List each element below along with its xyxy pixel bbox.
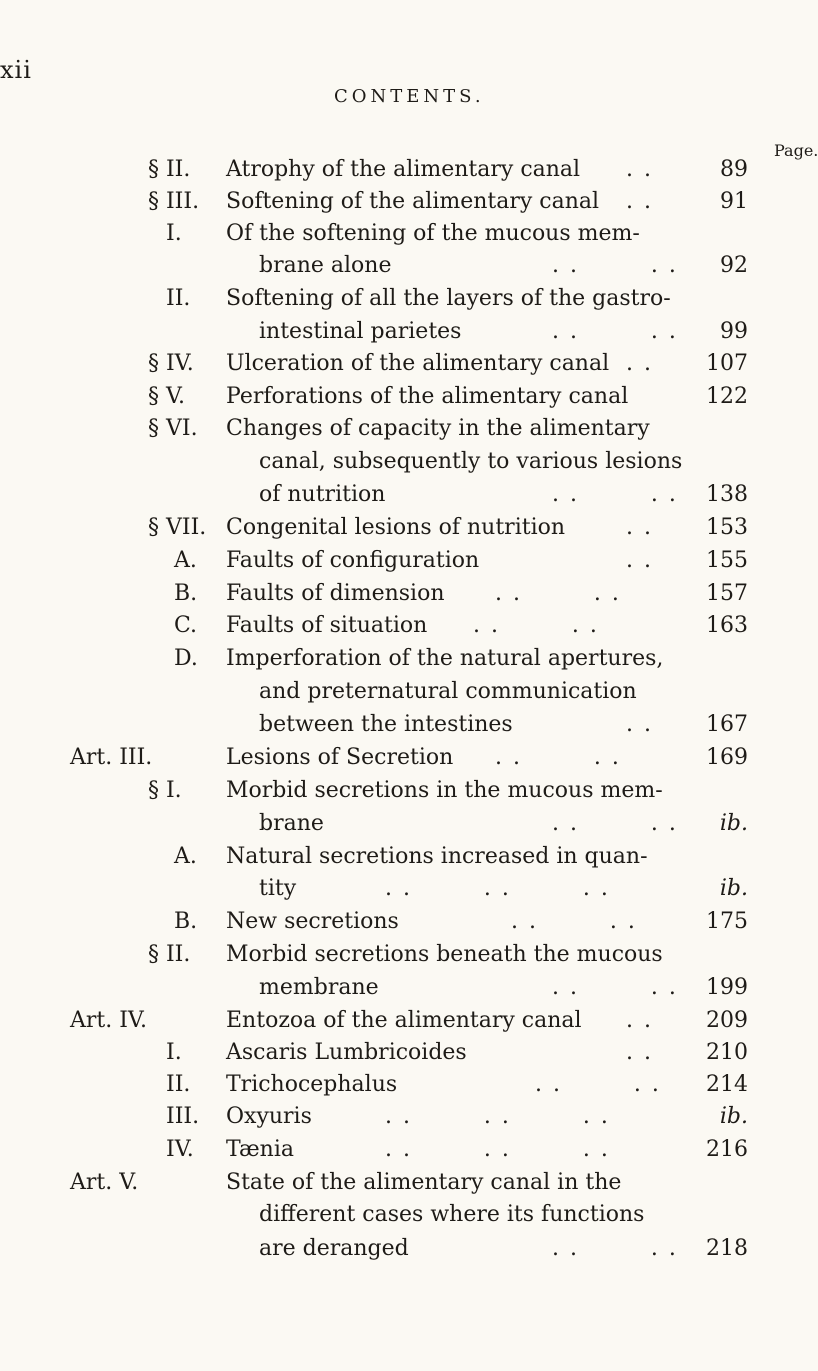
- toc-entry: [0, 249, 800, 283]
- toc-entry-number: III.: [166, 1104, 200, 1129]
- toc-entry-title: Entozoa of the alimentary canal: [226, 1008, 582, 1033]
- toc-entry-page-number: ib.: [719, 1104, 748, 1129]
- toc-entry-page-number: 209: [706, 1008, 748, 1033]
- toc-entry-title: between the intestines: [259, 712, 513, 737]
- toc-entry: [0, 807, 800, 841]
- toc-entry: [0, 1166, 800, 1200]
- toc-entry-number: II.: [166, 1072, 191, 1097]
- toc-entry-page-number: 199: [706, 975, 748, 1000]
- running-title: CONTENTS.: [334, 86, 485, 107]
- toc-entry-leader-dots: . . . .: [552, 811, 678, 836]
- toc-entry-title: Trichocephalus: [226, 1072, 398, 1097]
- toc-entry-title: different cases where its functions: [259, 1202, 645, 1227]
- toc-entry: [0, 938, 800, 972]
- toc-entry-number: Art. III.: [70, 745, 153, 770]
- toc-entry: [0, 445, 800, 479]
- toc-entry: [0, 1004, 800, 1038]
- toc-entry: [0, 872, 800, 906]
- toc-entry-title: Atrophy of the alimentary canal: [226, 157, 581, 182]
- toc-entry: [0, 153, 800, 187]
- toc-entry-title: of nutrition: [259, 482, 386, 507]
- toc-entry: [0, 577, 800, 611]
- toc-entry-page-number: 155: [706, 548, 748, 573]
- toc-entry-title: Of the softening of the mucous mem-: [226, 221, 640, 246]
- toc-entry-number: Art. IV.: [70, 1008, 147, 1033]
- toc-entry-leader-dots: . . . . . .: [385, 1104, 610, 1129]
- toc-entry-title: Ascaris Lumbricoides: [226, 1040, 467, 1065]
- toc-entry: [0, 185, 800, 219]
- toc-entry-number: § II.: [148, 942, 191, 967]
- toc-entry-leader-dots: . .: [626, 189, 653, 214]
- toc-entry-leader-dots: . .: [626, 1040, 653, 1065]
- toc-entry-number: IV.: [166, 1137, 194, 1162]
- toc-entry-leader-dots: . .: [626, 351, 653, 376]
- toc-entry-page-number: 167: [706, 712, 748, 737]
- toc-entry-page-number: 157: [706, 581, 748, 606]
- toc-entry-title: Ulceration of the alimentary canal: [226, 351, 610, 376]
- toc-entry-page-number: 89: [720, 157, 748, 182]
- toc-entry-page-number: 218: [706, 1236, 748, 1261]
- toc-entry-title: membrane: [259, 975, 379, 1000]
- toc-entry-number: D.: [174, 646, 198, 671]
- toc-entry: [0, 412, 800, 446]
- toc-entry: [0, 380, 800, 414]
- toc-entry-page-number: 138: [706, 482, 748, 507]
- toc-entry-number: § II.: [148, 157, 191, 182]
- toc-entry-leader-dots: . . . .: [552, 1236, 678, 1261]
- toc-entry: [0, 511, 800, 545]
- toc-entry: [0, 315, 800, 349]
- toc-entry: [0, 741, 800, 775]
- toc-entry-page-number: 175: [706, 909, 748, 934]
- toc-entry-page-number: ib.: [719, 876, 748, 901]
- toc-entry-page-number: 107: [706, 351, 748, 376]
- toc-entry-title: State of the alimentary canal in the: [226, 1170, 622, 1195]
- toc-entry-leader-dots: . . . . . .: [385, 1137, 610, 1162]
- toc-entry: [0, 1133, 800, 1167]
- toc-entry: [0, 609, 800, 643]
- toc-entry-title: tity: [259, 876, 297, 901]
- toc-entry-title: New secretions: [226, 909, 399, 934]
- toc-entry-number: A.: [174, 844, 197, 869]
- toc-entry: [0, 675, 800, 709]
- toc-entry-number: Art. V.: [70, 1170, 139, 1195]
- toc-entry-page-number: 216: [706, 1137, 748, 1162]
- toc-entry: [0, 971, 800, 1005]
- toc-entry-title: Changes of capacity in the alimentary: [226, 416, 650, 441]
- toc-entry: [0, 1100, 800, 1134]
- toc-entry: [0, 217, 800, 251]
- toc-entry-leader-dots: . . . .: [552, 975, 678, 1000]
- toc-entry-leader-dots: . .: [626, 515, 653, 540]
- toc-entry-number: § VI.: [148, 416, 198, 441]
- toc-entry-page-number: 169: [706, 745, 748, 770]
- toc-entry-number: I.: [166, 221, 182, 246]
- toc-entry: [0, 708, 800, 742]
- toc-entry-title: canal, subsequently to various lesions: [259, 449, 683, 474]
- toc-entry-leader-dots: . . . .: [511, 909, 637, 934]
- toc-entry: [0, 282, 800, 316]
- toc-entry-page-number: 153: [706, 515, 748, 540]
- toc-entry-title: intestinal parietes: [259, 319, 462, 344]
- toc-entry: [0, 544, 800, 578]
- toc-entry-leader-dots: . .: [626, 548, 653, 573]
- toc-entry-leader-dots: . .: [626, 157, 653, 182]
- toc-entry: [0, 1232, 800, 1266]
- toc-entry-title: Oxyuris: [226, 1104, 312, 1129]
- toc-entry-page-number: 163: [706, 613, 748, 638]
- toc-entry-title: Perforations of the alimentary canal: [226, 384, 629, 409]
- toc-entry: [0, 1068, 800, 1102]
- toc-entry-title: brane alone: [259, 253, 392, 278]
- toc-entry-leader-dots: . .: [626, 712, 653, 737]
- toc-entry-title: Morbid secretions beneath the mucous: [226, 942, 663, 967]
- toc-entry-leader-dots: . . . .: [495, 745, 621, 770]
- toc-entry-title: Natural secretions increased in quan-: [226, 844, 648, 869]
- toc-entry-title: Morbid secretions in the mucous mem-: [226, 778, 663, 803]
- toc-entry: [0, 642, 800, 676]
- toc-entry-number: A.: [174, 548, 197, 573]
- toc-entry-number: § V.: [148, 384, 186, 409]
- toc-entry: [0, 840, 800, 874]
- toc-entry: [0, 478, 800, 512]
- toc-entry-title: Softening of all the layers of the gastro-: [226, 286, 671, 311]
- toc-entry: [0, 905, 800, 939]
- toc-entry-leader-dots: . . . .: [495, 581, 621, 606]
- toc-entry-leader-dots: . . . .: [552, 253, 678, 278]
- toc-entry-number: § IV.: [148, 351, 194, 376]
- toc-entry-title: brane: [259, 811, 324, 836]
- toc-entry-number: II.: [166, 286, 191, 311]
- toc-entry-title: Imperforation of the natural apertures,: [226, 646, 664, 671]
- toc-entry-title: Softening of the alimentary canal: [226, 189, 600, 214]
- toc-entry-number: § I.: [148, 778, 182, 803]
- toc-entry-title: and preternatural communication: [259, 679, 637, 704]
- toc-entry-page-number: 210: [706, 1040, 748, 1065]
- toc-entry-page-number: 122: [706, 384, 748, 409]
- toc-entry-leader-dots: . . . .: [552, 319, 678, 344]
- toc-entry: [0, 1036, 800, 1070]
- toc-entry-title: are deranged: [259, 1236, 409, 1261]
- toc-entry-leader-dots: . . . .: [473, 613, 599, 638]
- toc-entry-page-number: 91: [720, 189, 748, 214]
- toc-entry-leader-dots: . . . . . .: [385, 876, 610, 901]
- toc-entry-number: C.: [174, 613, 198, 638]
- toc-entry-title: Lesions of Secretion: [226, 745, 454, 770]
- toc-entry-page-number: ib.: [719, 811, 748, 836]
- folio-number: xii: [0, 56, 32, 84]
- toc-entry-page-number: 92: [720, 253, 748, 278]
- toc-entry: [0, 1198, 800, 1232]
- toc-entry-leader-dots: . . . .: [535, 1072, 661, 1097]
- toc-entry-page-number: 214: [706, 1072, 748, 1097]
- toc-entry-leader-dots: . .: [626, 1008, 653, 1033]
- page-column-label: Page.: [774, 141, 818, 160]
- toc-entry-title: Faults of dimension: [226, 581, 445, 606]
- toc-entry: [0, 347, 800, 381]
- toc-entry-title: Faults of situation: [226, 613, 428, 638]
- toc-entry-title: Tænia: [226, 1137, 294, 1162]
- toc-entry-number: I.: [166, 1040, 182, 1065]
- toc-entry-title: Faults of configuration: [226, 548, 480, 573]
- toc-entry-title: Congenital lesions of nutrition: [226, 515, 566, 540]
- toc-entry-number: § III.: [148, 189, 200, 214]
- toc-entry-number: § VII.: [148, 515, 207, 540]
- toc-entry-number: B.: [174, 909, 198, 934]
- toc-entry-leader-dots: . . . .: [552, 482, 678, 507]
- toc-entry: [0, 774, 800, 808]
- toc-entry-page-number: 99: [720, 319, 748, 344]
- toc-entry-number: B.: [174, 581, 198, 606]
